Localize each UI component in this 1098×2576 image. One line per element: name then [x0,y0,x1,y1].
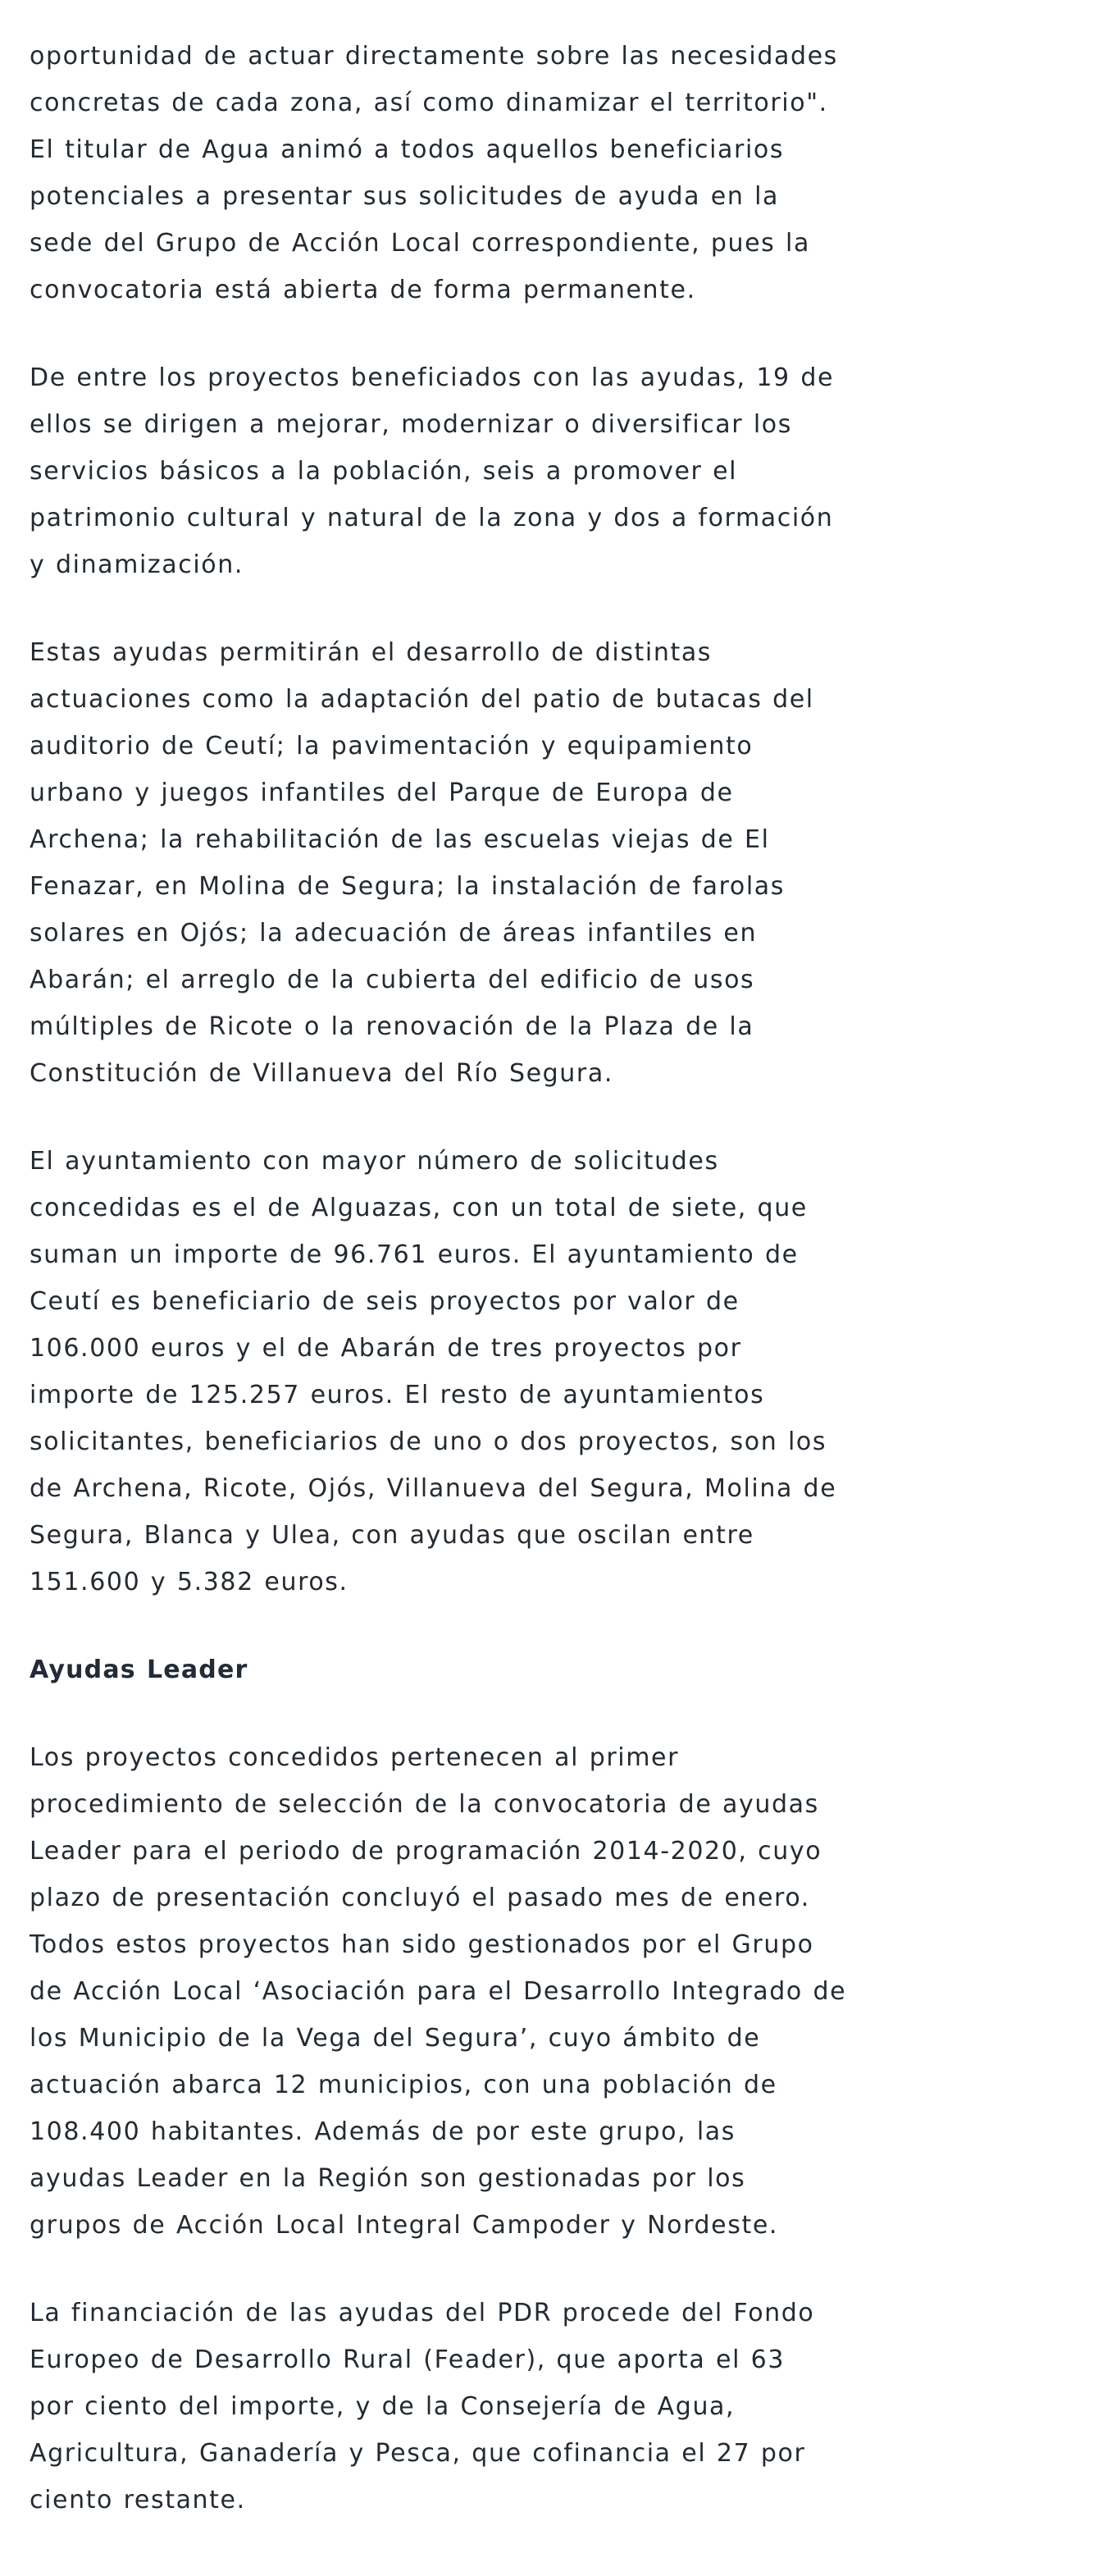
text-line: y dinamización. [30,550,244,579]
text-line: Abarán; el arreglo de la cubierta del edificio de usos [30,966,755,994]
text-line: sede del Grupo de Acción Local correspondiente, pues la [30,229,810,258]
paragraph-6 [30,2290,1073,2523]
text-line: de Archena, Ricote, Ojós, Villanueva del Segura, Molina de [30,1474,837,1503]
paragraph-5 [30,1734,1073,2249]
text-line: por ciento del importe, y de la Consejería de Agua, [30,2392,736,2421]
text-line: Segura, Blanca y Ulea, con ayudas que oscilan entre [30,1521,754,1550]
text-line: Leader para el periodo de programación 2014-2020, cuyo [30,1837,822,1866]
text-line: solares en Ojós; la adecuación de áreas infantiles en [30,919,758,948]
text-line: La financiación de las ayudas del PDR procede del Fondo [30,2299,815,2327]
text-line: Todos estos proyectos han sido gestionados por el Grupo [30,1930,814,1959]
text-line: Estas ayudas permitirán el desarrollo de distintas [30,638,713,667]
text-line: concedidas es el de Alguazas, con un total de siete, que [30,1194,808,1222]
text-line: actuación abarca 12 municipios, con una población de [30,2071,777,2099]
heading-ayudas-leader [30,1647,1073,1693]
text-line: Europeo de Desarrollo Rural (Feader), que aporta el 63 [30,2345,786,2374]
text-line: procedimiento de selección de la convocatoria de ayudas [30,1790,819,1819]
text-line: ciento restante. [30,2486,246,2514]
text-line: importe de 125.257 euros. El resto de ayuntamientos [30,1381,765,1409]
text-line: grupos de Acción Local Integral Campoder y Nordeste. [30,2211,779,2240]
text-line: 108.400 habitantes. Además de por este grupo, las [30,2117,736,2146]
text-line: solicitantes, beneficiarios de uno o dos proyectos, son los [30,1427,827,1456]
text-line: de Acción Local ‘Asociación para el Desarrollo Integrado de [30,1977,847,2006]
text-line: Constitución de Villanueva del Río Segura. [30,1059,613,1088]
text-line: El ayuntamiento con mayor número de solicitudes [30,1147,719,1176]
text-line: potenciales a presentar sus solicitudes de ayuda en la [30,182,780,211]
text-line: El titular de Agua animó a todos aquellos beneficiarios [30,135,785,164]
text-line: Agricultura, Ganadería y Pesca, que cofinancia el 27 por [30,2439,806,2468]
heading-line: Ayudas Leader [30,1656,248,1684]
text-line: Fenazar, en Molina de Segura; la instalación de farolas [30,872,786,901]
text-line: suman un importe de 96.761 euros. El ayuntamiento de [30,1240,799,1269]
text-line: Archena; la rehabilitación de las escuelas viejas de El [30,825,770,854]
paragraph-4 [30,1138,1073,1605]
text-line: De entre los proyectos beneficiados con las ayudas, 19 de [30,363,835,392]
text-line: ellos se dirigen a mejorar, modernizar o diversificar los [30,410,792,439]
text-line: auditorio de Ceutí; la pavimentación y equipamiento [30,732,754,760]
paragraph-3 [30,629,1073,1097]
text-line: concretas de cada zona, así como dinamizar el territorio". [30,89,828,117]
text-line: oportunidad de actuar directamente sobre las necesidades [30,42,838,71]
text-line: Los proyectos concedidos pertenecen al primer [30,1743,680,1772]
text-line: plazo de presentación concluyó el pasado mes de enero. [30,1884,810,1912]
paragraph-1 [30,33,1073,313]
text-line: convocatoria está abierta de forma permanente. [30,276,696,304]
text-line: 106.000 euros y el de Abarán de tres proyectos por [30,1334,742,1363]
text-line: múltiples de Ricote o la renovación de la Plaza de la [30,1012,754,1041]
text-line: ayudas Leader en la Región son gestionadas por los [30,2164,746,2193]
text-line: patrimonio cultural y natural de la zona y dos a formación [30,504,834,532]
text-line: 151.600 y 5.382 euros. [30,1568,349,1596]
text-line: servicios básicos a la población, seis a promover el [30,457,738,486]
paragraph-2 [30,354,1073,588]
text-line: urbano y juegos infantiles del Parque de Europa de [30,779,734,807]
text-line: actuaciones como la adaptación del patio de butacas del [30,685,814,714]
text-line: Ceutí es beneficiario de seis proyectos por valor de [30,1287,740,1316]
text-line: los Municipio de la Vega del Segura’, cuyo ámbito de [30,2024,761,2053]
